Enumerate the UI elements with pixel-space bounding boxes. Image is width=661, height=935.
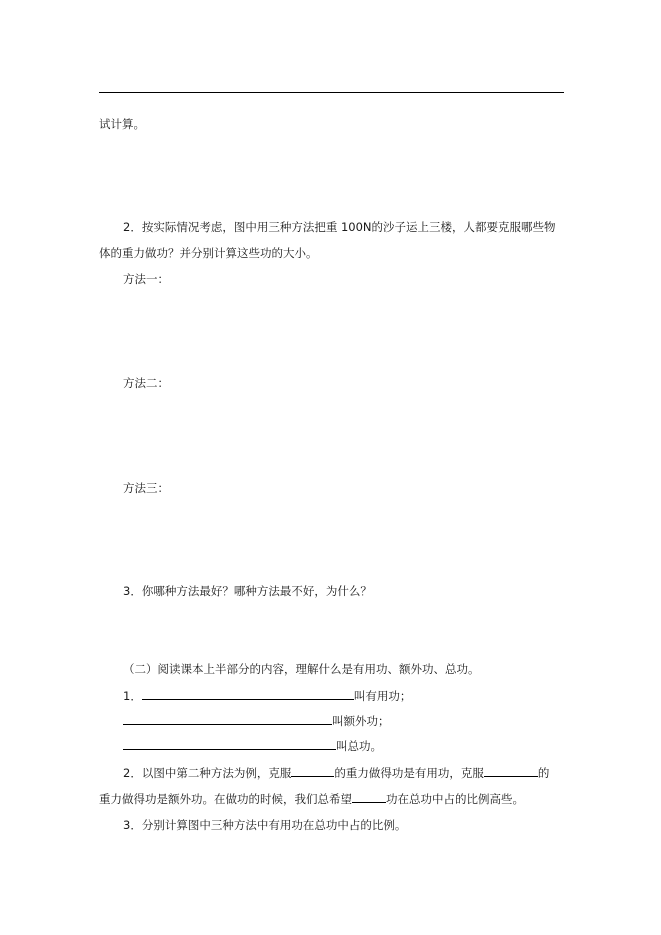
item-1-suffix: 叫有用功； [353,689,412,703]
method-2-label: 方法二： [123,376,169,390]
blank-extra-work[interactable] [123,714,332,725]
blank-useful-object[interactable] [291,766,334,777]
blank-extra-object[interactable] [484,766,538,777]
definition-extra-work [123,714,390,728]
blank-total-work[interactable] [123,739,336,750]
item-2-mid: 的重力做得功是有用功，克服 [334,766,484,780]
blank-work-type[interactable] [352,792,386,803]
item-2-line-2-a: 重力做得功是额外功。在做功的时候，我们总希望 [99,792,352,806]
item-1c-suffix: 叫总功。 [336,739,382,753]
definition-useful-work [123,689,411,703]
item-2-line-1 [123,766,549,780]
item-2-prefix: 2．以图中第二种方法为例，克服 [123,766,292,780]
definition-total-work [123,739,382,753]
header-rule [99,92,564,93]
question-3: 3．你哪种方法最好？哪种方法最不好，为什么？ [123,584,372,598]
item-2-line-2 [99,792,524,806]
item-1b-suffix: 叫额外功； [332,714,390,728]
method-3-label: 方法三： [123,481,169,495]
blank-useful-work[interactable] [142,689,354,700]
section-2-heading: （二）阅读课本上半部分的内容，理解什么是有用功、额外功、总功。 [123,662,480,676]
question-2-line-1: 2．按实际情况考虑，图中用三种方法把重 100N的沙子运上三楼，人都要克服哪些物 [123,220,556,234]
item-3: 3．分别计算图中三种方法中有用功在总功中占的比例。 [123,818,407,832]
item-2-line-2-b: 功在总功中占的比例高些。 [386,792,524,806]
method-1-label: 方法一： [123,272,169,286]
item-2-end: 的 [537,766,550,780]
intro-text: 试计算。 [99,117,145,131]
question-2-line-2: 体的重力做功？并分别计算这些功的大小。 [99,246,318,260]
item-1-number: 1． [123,689,142,703]
